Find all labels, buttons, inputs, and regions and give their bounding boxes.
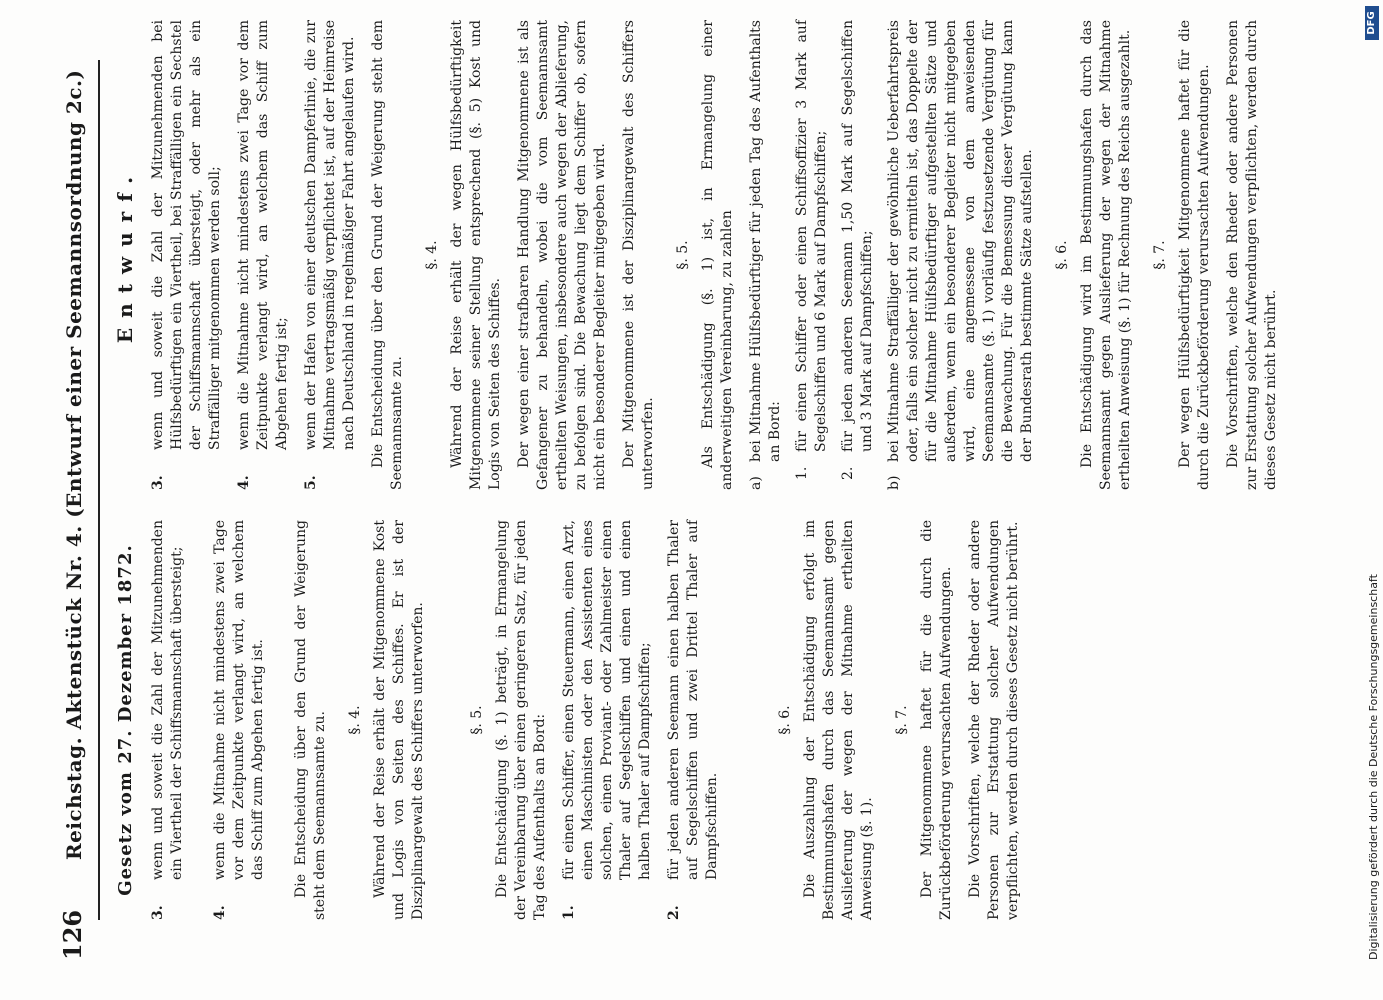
law-item-3 [149,520,187,920]
law-item-4 [211,520,268,920]
item-text: für jeden anderen Seemann einen halben Thaler auf Segelschiffen und zwei Drittel Thaler auf Dampfschiffen. [666,520,720,880]
sub-text: bei Mitnahme Straffälliger der gewöhnliche Ueberfahrtspreis oder, falls ein solcher nicht zu ermitteln ist, das Doppelte der für die Mitnahme Hülfsbedürftiger aufgestellten Sätze und außerdem, wenn ein besonderer Begleiter nicht mitgegeben wird, eine angemessene von dem anweisenden Seemannsamte (§. 1) vorläufig festzusetzende Vergütung für die Bewachung. Für die Bemessung dieser Vergütung kann der Bundesrath bestimmte Sätze aufstellen. [886,20,1035,462]
section-heading: §. 7. [1152,240,1168,270]
page-header [10,0,110,1000]
item-text: für jeden anderen Seemann 1,50 Mark auf Segelschiffen und 3 Mark auf Dampfschiffen; [840,20,875,452]
item-text: für einen Schiffer, einen Steuermann, einen Arzt, einen Maschinisten oder den Assistenten eines solchen, einen Proviant- oder Zahlmeister einen Thaler auf Segelschiffen und einen und einen halben Thaler auf Dampfschiffen; [561,520,653,880]
sub-label: a) [748,476,764,490]
section-7-text-1: Der Mitgenommene haftet für die durch die Zurückbeförderung verursachten Aufwendungen. [919,520,954,920]
section-heading: §. 4. [424,240,440,270]
section-7-text-2: Die Vorschriften, welche den Rheder oder andere Personen zur Erstattung solcher Aufwendungen verpflichten, werden durch dieses Gesetz nicht berührt. [1225,20,1279,490]
section-5-sub-a-1 [793,20,831,490]
section-5-text: Die Entschädigung (§. 1) beträgt, in Ermangelung der Vereinbarung über einen geringeren Satz, für jeden Tag des Aufenthalts an Bord: [494,520,548,920]
dfg-logo-badge: DFG [1365,6,1379,40]
draft-item-3 [149,20,225,490]
section-7-text-2: Die Vorschriften, welche der Rheder oder andere Personen zur Erstattung solcher Aufwendungen verpflichten, werden durch dieses Gesetz nicht berührt. [967,520,1021,920]
section-7-text-1: Der wegen Hülfsbedürftigkeit Mitgenommene haftet für die durch die Zurückbeförderung verursachten Aufwendungen. [1177,20,1212,490]
item-number: 3. [150,475,166,490]
section-5-sub-a-2 [839,20,877,490]
section-heading: §. 4. [347,705,363,735]
item-number: 1. [794,466,810,480]
section-4-text: Während der Reise erhält der Mitgenommene Kost und Logis von Seiten des Schiffes. Er ist der Disziplinargewalt des Schiffers unterworfen. [372,520,426,920]
item-number: 4. [212,905,228,920]
law-column [110,520,1033,920]
item-text: wenn die Mitnahme nicht mindestens zwei Tage vor dem Zeitpunkte verlangt wird, an welchem das Schiff zum Abgehen fertig ist; [236,20,290,450]
item-text: wenn die Mitnahme nicht mindestens zwei Tage vor dem Zeitpunkte verlangt wird, an welchem das Schiff zum Abgehen fertig ist. [212,520,266,880]
sub-text: bei Mitnahme Hülfsbedürftiger für jeden Tag des Aufenthalts an Bord: [748,20,783,462]
item-number: 2. [840,466,856,480]
section-heading: §. 7. [894,705,910,735]
decision-paragraph: Die Entscheidung über den Grund der Weigerung steht dem Seemannsamte zu. [293,520,328,920]
draft-column-title: Entwurf. [113,166,137,344]
item-number: 3. [150,905,166,920]
page-number: 126 [58,909,87,960]
header-rule [98,60,100,920]
section-heading: §. 5. [469,705,485,735]
item-text: für einen Schiffer oder einen Schiffsoffizier 3 Mark auf Segelschiffen und 6 Mark auf Dampfschiffen; [794,20,829,452]
section-heading: §. 6. [1054,240,1070,270]
law-column-title: Gesetz vom 27. Dezember 1872. [115,544,136,896]
section-5-sub-b [885,20,1037,490]
section-5-text: Als Entschädigung (§. 1) ist, in Ermangelung einer anderweitigen Vereinbarung, zu zahlen [700,20,735,490]
item-text: wenn und soweit die Zahl der Mitzunehmenden ein Viertheil der Schiffsmannschaft übersteigt; [150,520,185,880]
draft-item-4 [235,20,292,490]
draft-column [110,20,1291,490]
section-6-text: Die Auszahlung der Entschädigung erfolgt im Bestimmungshafen durch das Seemannsamt gegen Auslieferung der wegen der Mitnahme ertheilten Anweisung (§. 1). [802,520,875,920]
item-number: 1. [561,905,577,920]
section-5-item-2 [665,520,722,920]
section-heading: §. 6. [777,705,793,735]
section-4-text-1: Während der Reise erhält der wegen Hülfsbedürftigkeit Mitgenommene seiner Stellung entsprechend (§. 5) Kost und Logis von Seiten des Schiffes. [449,20,503,490]
sub-label: b) [886,475,902,490]
section-4-text-2: Der wegen einer strafbaren Handlung Mitgenommene ist als Gefangener zu behandeln, wobei die vom Seemannsamt ertheilten Weisungen, insbesondere auch wegen der Ablieferung, zu befolgen sind. Die Bewachung liegt dem Schiffer ob, sofern nicht ein besonderer Begleiter mitgegeben wird. [516,20,608,490]
item-number: 2. [666,905,682,920]
funding-note: Digitalisierung gefördert durch die Deutsche Forschungsgemeinschaft [1367,574,1380,960]
item-number: 4. [236,475,252,490]
draft-item-5 [302,20,359,490]
item-number: 5. [303,475,319,490]
section-5-sub-a [747,20,785,490]
running-head: Reichstag. Aktenstück Nr. 4. (Entwurf einer Seemannsordnung 2c.) [62,69,86,860]
decision-paragraph: Die Entscheidung über den Grund der Weigerung steht dem Seemannsamte zu. [370,20,405,490]
section-heading: §. 5. [675,240,691,270]
section-5-item-1 [560,520,655,920]
section-6-text: Die Entschädigung wird im Bestimmungshafen durch das Seemannsamt gegen Auslieferung der wegen der Mitnahme ertheilten Anweisung (§. 1) für Rechnung des Reichs ausgezahlt. [1079,20,1133,490]
item-text: wenn und soweit die Zahl der Mitzunehmenden bei Hülfsbedürftigen ein Viertheil, bei Straffälligen ein Sechstel der Schiffsmannschaft übersteigt, oder mehr als ein Straffälliger mitgenommen werden soll; [150,20,223,450]
item-text: wenn der Hafen von einer deutschen Dampferlinie, die zur Mitnahme vertragsmäßig verpflichtet ist, auf der Heimreise nach Deutschland in regelmäßiger Fahrt angelaufen wird. [303,20,357,450]
digitization-sidebar [1365,0,1381,1000]
section-4-text-3: Der Mitgenommene ist der Disziplinargewalt des Schiffers unterworfen. [621,20,656,490]
